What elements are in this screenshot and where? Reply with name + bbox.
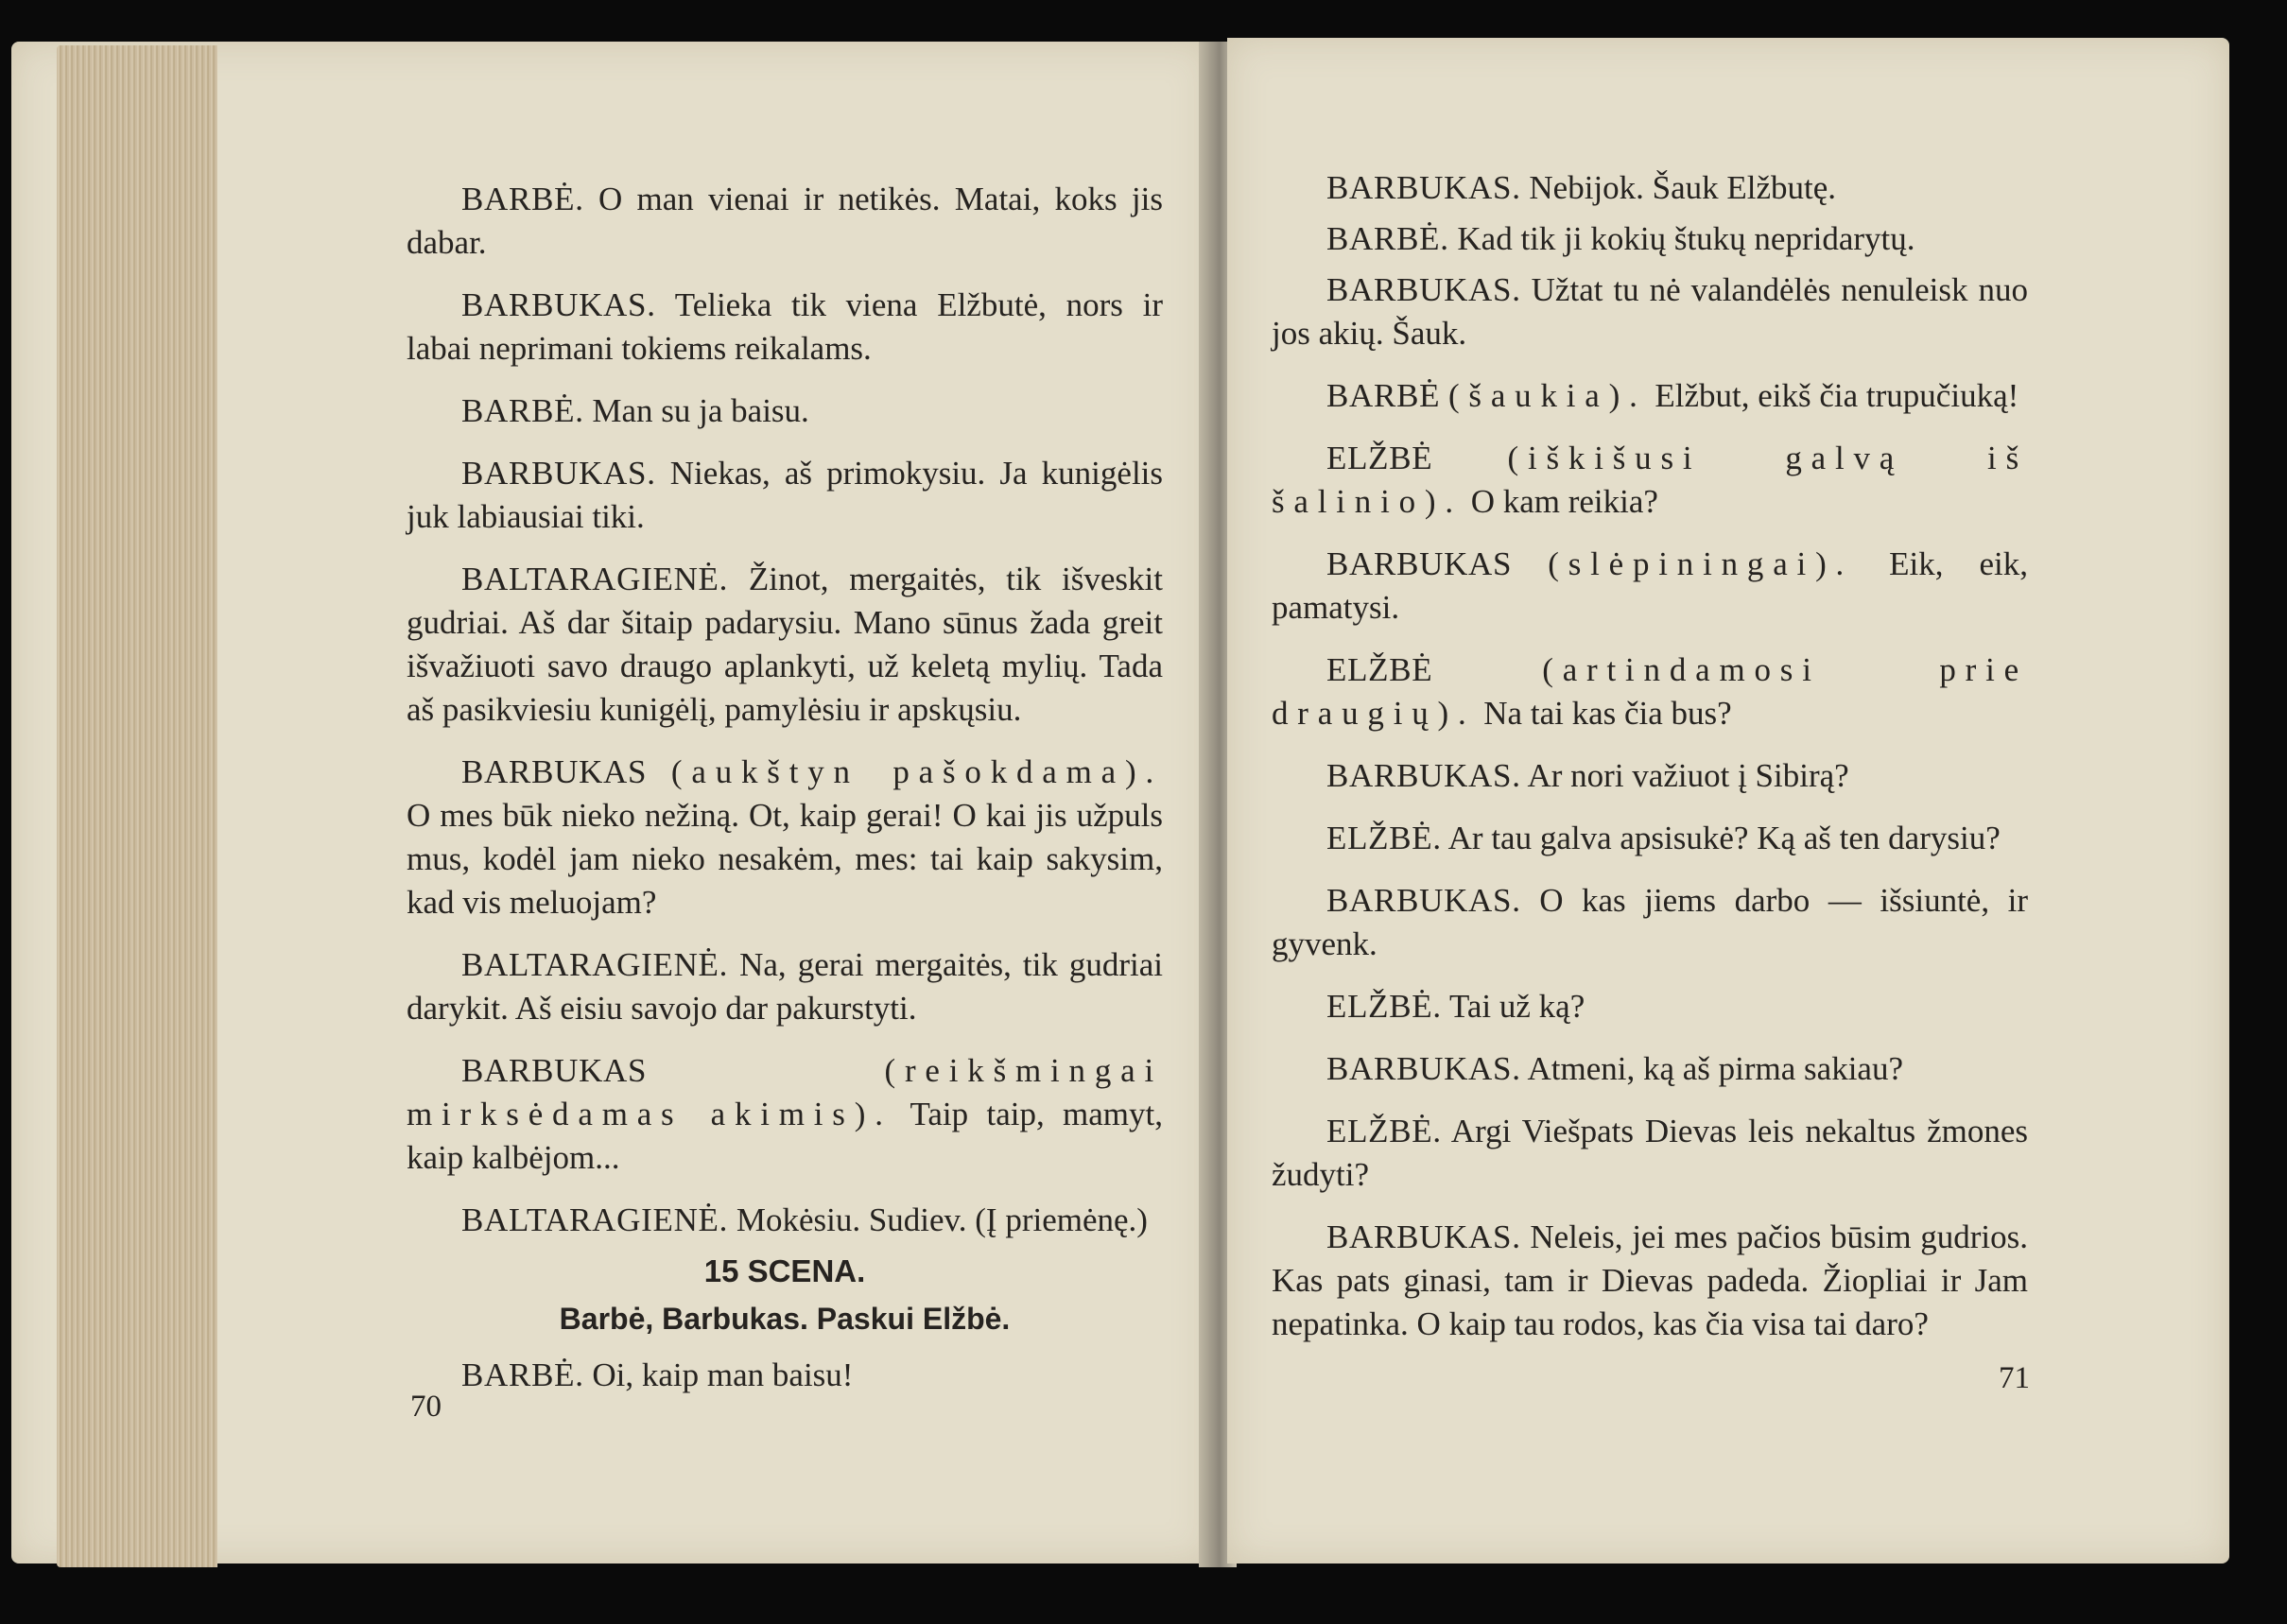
dialogue-line: BARBUKAS. Niekas, aš primokysiu. Ja kunigėlis juk labiausiai tiki. — [407, 455, 1164, 535]
dialogue-line: BARBUKAS. O kas jiems darbo — išsiuntė, ir gyvenk. — [1272, 882, 2028, 962]
dialogue-line: BARBĖ. Man su ja baisu. — [461, 392, 809, 429]
stage-direction: (artindamosi prie draugių). — [1272, 651, 2028, 732]
left-page-text — [407, 178, 1163, 1416]
dialogue-line: BARBUKAS (aukštyn pašokdama). O mes būk nieko nežiną. Ot, kaip gerai! O kai jis užpuls mus, kodėl jam nieko nesakėm, mes: tai kaip sakysim, kad vis meluojam? — [407, 753, 1163, 921]
dialogue-line: BARBUKAS. Telieka tik viena Elžbutė, nors ir labai neprimani tokiems reikalams. — [407, 286, 1163, 367]
stage-direction: (aukštyn pašokdama). — [670, 753, 1163, 790]
dialogue-line: ELŽBĖ. Argi Viešpats Dievas leis nekaltus žmones žudyti? — [1272, 1113, 2028, 1193]
right-page-text — [1272, 166, 2028, 1365]
stage-direction: (iškišusi galvą iš šalinio). — [1272, 440, 2029, 520]
page-number-left: 70 — [410, 1390, 442, 1424]
dialogue-line: BALTARAGIENĖ. Žinot, mergaitės, tik išveskit gudriai. Aš dar šitaip padarysiu. Mano sūnus žada greit išvažiuoti savo draugo aplankyti, už keletą mylių. Tada aš pasikviesiu kunigėlį, pamylėsiu ir apskųsiu. — [407, 561, 1163, 728]
page-edges — [57, 45, 217, 1567]
dialogue-line: BARBUKAS. Užtat tu nė valandėlės nenuleisk nuo jos akių. Šauk. — [1272, 271, 2029, 352]
dialogue-line: ELŽBĖ. Ar tau galva apsisukė? Ką aš ten darysiu? — [1326, 820, 2001, 856]
dialogue-line: BARBUKAS. Nebijok. Šauk Elžbutę. — [1326, 169, 1837, 206]
stage-direction: (slėpiningai). — [1548, 545, 1854, 582]
stage-direction: (šaukia). — [1447, 377, 1647, 414]
dialogue-line: BARBĖ. Oi, kaip man baisu! — [461, 1356, 854, 1393]
dialogue-line: BARBUKAS. Neleis, jei mes pačios būsim gudrios. Kas pats ginasi, tam ir Dievas padeda. Žiopliai ir Jam nepatinka. O kaip tau rodos, kas čia visa tai daro? — [1272, 1218, 2029, 1342]
dialogue-line: ELŽBĖ (artindamosi prie draugių). Na tai kas čia bus? — [1272, 651, 2028, 732]
dialogue-line: BARBĖ. Kad tik ji kokių štukų nepridarytų. — [1326, 220, 1915, 257]
dialogue-line: ELŽBĖ. Tai už ką? — [1326, 988, 1585, 1025]
dialogue-line: BARBUKAS (slėpiningai). Eik, eik, pamatysi. — [1272, 545, 2029, 626]
dialogue-line: BARBUKAS (reikšmingai mirksėdamas akimis). Taip taip, mamyt, kaip kalbėjom... — [407, 1052, 1164, 1176]
scene-heading: 15 SCENA. — [703, 1253, 866, 1288]
dialogue-line: BARBĖ (šaukia). Elžbut, eikš čia trupučiuką! — [1326, 377, 2019, 414]
dialogue-line: BALTARAGIENĖ. Mokėsiu. Sudiev. (Į priemėnę.) — [461, 1201, 1148, 1238]
scene-characters: Barbė, Barbukas. Paskui Elžbė. — [559, 1302, 1011, 1336]
stage-direction: (reikšmingai mirksėdamas akimis). — [407, 1052, 1163, 1132]
dialogue-line: BARBUKAS. Atmeni, ką aš pirma sakiau? — [1326, 1050, 1903, 1087]
dialogue-line: BARBĖ. O man vienai ir netikės. Matai, koks jis dabar. — [407, 181, 1163, 261]
page-number-right: 71 — [1999, 1361, 2030, 1395]
dialogue-line: BALTARAGIENĖ. Na, gerai mergaitės, tik gudriai darykit. Aš eisiu savojo dar pakurstyti. — [407, 946, 1163, 1027]
dialogue-line: BARBUKAS. Ar nori važiuot į Sibirą? — [1326, 757, 1849, 794]
dialogue-line: ELŽBĖ (iškišusi galvą iš šalinio). O kam reikia? — [1272, 440, 2029, 520]
